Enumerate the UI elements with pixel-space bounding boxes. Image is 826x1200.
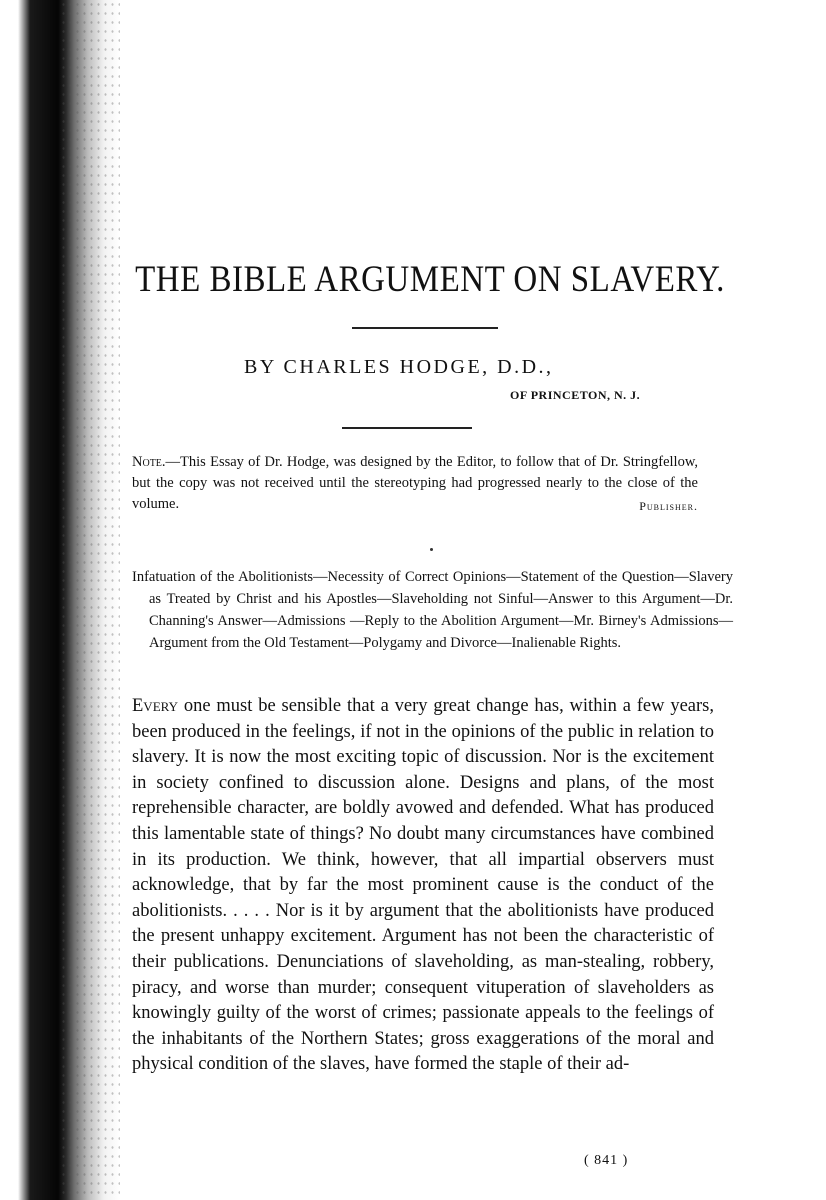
book-binding-shadow	[0, 0, 120, 1200]
byline-divider	[342, 427, 472, 429]
page-number: ( 841 )	[584, 1153, 629, 1168]
separator-dot	[430, 548, 433, 551]
chapter-contents: Infatuation of the Abolitionists—Necessity of Correct Opinions—Statement of the Question—Slavery as Treated by Christ and his Apostles—Slaveholding not Sinful—Answer to this Argument—Dr. Channing's Answer—Admissions —Reply to the Abolition Argument—Mr. Birney's Admissions—Argument from the Old Testament—Polygamy and Divorce—Inalienable Rights.	[132, 569, 733, 651]
body-lead: Every	[132, 696, 178, 716]
binding-texture	[60, 0, 120, 1200]
body-paragraph	[132, 694, 714, 1078]
author-byline: BY CHARLES HODGE, D.D.,	[244, 356, 554, 378]
author-affiliation: OF PRINCETON, N. J.	[510, 388, 641, 402]
note-label: Note.	[132, 454, 166, 470]
editor-note	[132, 452, 698, 517]
title-divider	[352, 327, 498, 329]
note-text: —This Essay of Dr. Hodge, was designed by the Editor, to follow that of Dr. Stringfellow, but the copy was not received until the stereotyping had progressed nearly to the close of the volume.	[132, 454, 698, 512]
body-text: one must be sensible that a very great change has, within a few years, been produced in the feelings, if not in the opinions of the public in relation to slavery. It is now the most exciting topic of discussion. Nor is the excitement in society confined to discussion alone. Designs and plans, of the most reprehensible character, are boldly avowed and defended. What has produced this lamentable state of things? No doubt many circumstances have combined in its production. We think, however, that all impartial observers must acknowledge, that by far the most prominent cause is the conduct of the abolitionists. . . . . Nor is it by argument that the abolitionists have produced the present unhappy excitement. Argument has not been the characteristic of their publications. Denunciations of slaveholding, as man-stealing, robbery, piracy, and worse than murder; consequent vituperation of slaveholders as knowingly guilty of the worst of crimes; passionate appeals to the feelings of the inhabitants of the Northern States; gross exaggerations of the moral and physical condition of the slaves, have formed the staple of their ad-	[132, 696, 714, 1075]
page-title: THE BIBLE ARGUMENT ON SLAVERY.	[135, 259, 725, 301]
note-signature: Publisher.	[639, 499, 698, 513]
